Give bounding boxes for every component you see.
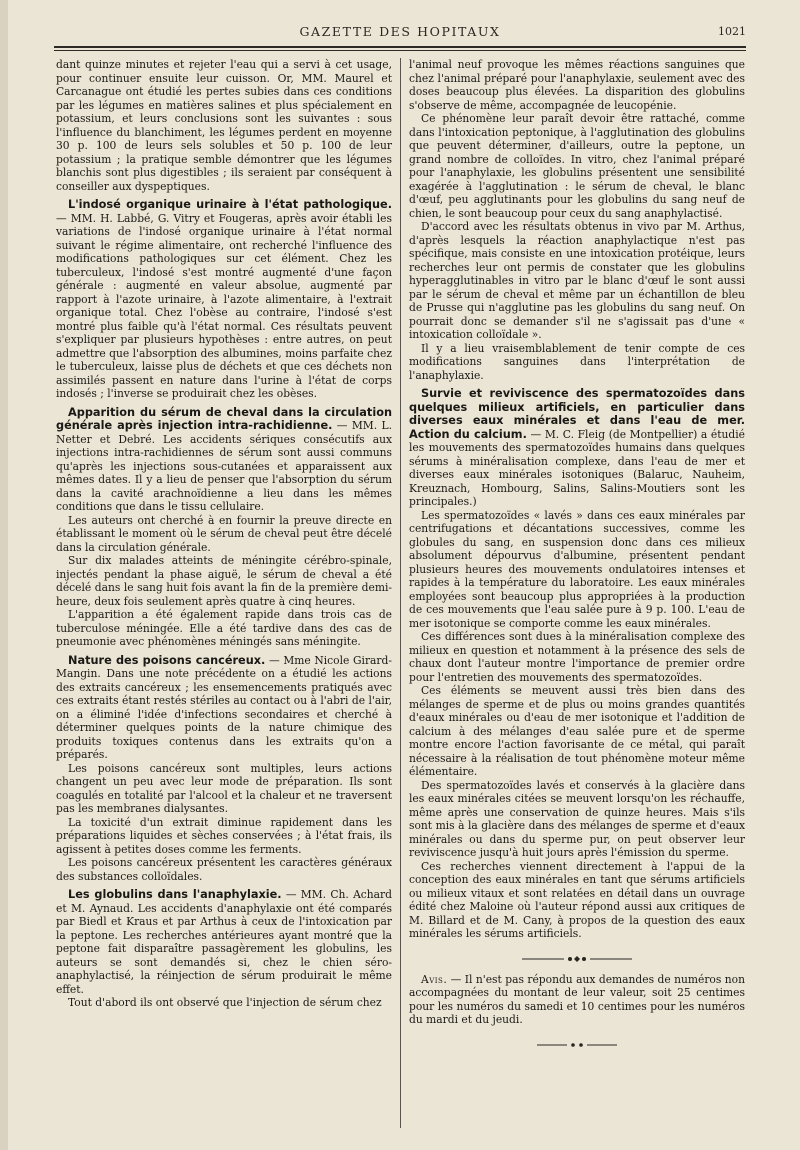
paragraph: Les poisons cancéreux sont multiples, leurs actions changent un peu avec leur mode de préparation. Ils sont coagulés en totalité par l'alcool et la chaleur et ne traversent pas les membranes dialysantes. <box>56 761 392 815</box>
section-globulins <box>56 888 392 996</box>
section-text: — MM. L. Netter et Debré. Les accidents sériques consécutifs aux injections intra-rachidiennes de sérum sont aussi communs qu'après les injections sous-cutanées et apparaissent aux mêmes dates. Il y a lieu de penser que l'absorption du sérum dans la cavité arachnoïdienne a lieu dans les mêmes conditions que dans le tissu cellulaire. <box>56 419 392 513</box>
paragraph: l'animal neuf provoque les mêmes réactions sanguines que chez l'animal préparé pour l'anaphylaxie, seulement avec des doses beaucoup plus élevées. La disparition des globulins s'observe de même, accompagnée de leucopénie. <box>409 58 745 112</box>
section-heading: Apparition du sérum de cheval dans la circulation générale après injection intra-rachidienne. <box>56 405 392 432</box>
section-heading: Les globulins dans l'anaphylaxie. <box>68 888 282 901</box>
paragraph: Les poisons cancéreux présentent les caractères généraux des substances colloïdales. <box>56 856 392 883</box>
page-edge-shadow <box>0 0 8 1150</box>
fleuron-icon <box>537 1041 617 1049</box>
end-divider-ornament <box>409 1039 745 1049</box>
paragraph: Ces différences sont dues à la minéralisation complexe des milieux en question et notamment à la présence des sels de chaux dont l'auteur montre l'importance de premier ordre pour l'entretien des mouvements des spermatozoïdes. <box>409 630 745 684</box>
fleuron-icon <box>522 955 632 963</box>
section-text: — MM. Ch. Achard et M. Aynaud. Les accidents d'anaphylaxie ont été comparés par Biedl et Kraus et par Arthus à ceux de l'intoxication par la peptone. Les recherches antérieures ayant montré que la peptone fait disparaître passagèrement les globulins, les auteurs se sont demandés si, chez le chien séro-anaphylactisé, la réinjection de sérum produirait le même effet. <box>56 888 392 996</box>
paragraph: Ce phénomène leur paraît devoir être rattaché, comme dans l'intoxication peptonique, à l'agglutination des globulins que peuvent déterminer, d'ailleurs, outre la peptone, un grand nombre de colloïdes. In vitro, chez l'animal préparé pour l'anaphylaxie, les globulins présentent une sensibilité exagérée à l'agglutination : le sérum de cheval, le blanc d'œuf, peu agglutinants pour les globulins du sang neuf de chien, le sont beaucoup pour ceux du sang anaphylactisé. <box>409 112 745 220</box>
paragraph: Ces éléments se meuvent aussi très bien dans des mélanges de sperme et de plus ou moins grandes quantités d'eaux minérales ou d'eau de mer isotonique et l'addition de calcium à des mélanges d'eau salée pure et de sperme montre encore l'action favorisante de ce métal, qui paraît nécessaire à la réalisation de tout phénomène moteur même élémentaire. <box>409 684 745 778</box>
journal-title: GAZETTE DES HOPITAUX <box>299 24 501 39</box>
paragraph: D'accord avec les résultats obtenus in vivo par M. Arthus, d'après lesquels la réaction anaphylactique n'est pas spécifique, mais consiste en une intoxication protéique, leurs recherches leur ont permis de constater que les globulins hyperagglutinables in vitro par le blanc d'œuf le sont aussi par le sérum de cheval et même par un échantillon de bleu de Prusse qui n'agglutine pas les globulins du sang neuf. On pourrait donc se demander s'il ne s'agissait pas d'une « intoxication colloïdale ». <box>409 220 745 341</box>
section-heading: Survie et reviviscence des spermatozoïdes dans quelques milieux artificiels, en particulier dans diverses eaux minérales et dans l'eau de mer. Action du calcium. <box>409 387 745 441</box>
paragraph: Sur dix malades atteints de méningite cérébro-spinale, injectés pendant la phase aiguë, le sérum de cheval a été décelé dans le sang huit fois avant la fin de la première demi-heure, deux fois seulement après quatre à cinq heures. <box>56 554 392 608</box>
section-serum-cheval <box>56 406 392 514</box>
section-heading: L'indosé organique urinaire à l'état pathologique. <box>68 198 392 211</box>
paragraph: Il y a lieu vraisemblablement de tenir compte de ces modifications sanguines dans l'interprétation de l'anaphylaxie. <box>409 341 745 382</box>
header-rule-thick <box>54 46 746 48</box>
notice-avis <box>409 973 745 1027</box>
notice-text: — Il n'est pas répondu aux demandes de numéros non accompagnées du montant de leur valeur, soit 25 centimes pour les numéros du samedi et 10 centimes pour les numéros du mardi et du jeudi. <box>409 972 745 1026</box>
paragraph: L'apparition a été également rapide dans trois cas de tuberculose méningée. Elle a été tardive dans des cas de pneumonie avec phénomènes méningés sans méningite. <box>56 608 392 648</box>
paragraph: La toxicité d'un extrait diminue rapidement dans les préparations liquides et sèches conservées ; à l'état frais, ils agissent à petites doses comme les ferments. <box>56 815 392 856</box>
section-spermatozoides <box>409 387 745 509</box>
column-separator <box>400 58 401 1128</box>
paragraph: dant quinze minutes et rejeter l'eau qui a servi à cet usage, pour continuer ensuite leur cuisson. Or, MM. Maurel et Carcanague ont étudié les pertes subies dans ces conditions par les légumes en matières salines et plus spécialement en potassium, et leurs conclusions sont les suivantes : sous l'influence du blanchiment, les légumes perdent en moyenne 30 p. 100 de leurs sels solubles et 50 p. 100 de leur potassium ; la pratique semble démontrer que les légumes blanchis sont plus digestibles ; ils seraient par conséquent à conseiller aux dyspeptiques. <box>56 58 392 193</box>
paragraph: Ces recherches viennent directement à l'appui de la conception des eaux minérales en tant que sérums artificiels ou milieux vitaux et sont relatées en détail dans un ouvrage édité chez Maloine où l'auteur répond aussi aux critiques de M. Billard et de M. Cany, à propos de la question des eaux minérales les sérums artificiels. <box>409 859 745 940</box>
section-divider-ornament <box>409 953 745 963</box>
paragraph: Des spermatozoïdes lavés et conservés à la glacière dans les eaux minérales citées se meuvent lorsqu'on les réchauffe, même après une conservation de quinze heures. Mais s'ils sont mis à la glacière dans des mélanges de sperme et d'eaux minérales ou dans du sperme pur, on peut observer leur reviviscence jusqu'à huit jours après l'émission du sperme. <box>409 778 745 859</box>
notice-label: Avis. <box>421 972 448 986</box>
paragraph: Les spermatozoïdes « lavés » dans ces eaux minérales par centrifugations et décantations successives, comme les globules du sang, en suspension donc dans ces milieux absolument dépourvus d'albumine, présentent pendant plusieurs heures des mouvements ondulatoires intenses et rapides à la température du laboratoire. Les eaux minérales employées sont beaucoup plus appropriées à la production de ces mouvements que l'eau salée pure à 9 p. 100. L'eau de mer isotonique se comporte comme les eaux minérales. <box>409 508 745 630</box>
page-number: 1021 <box>718 25 746 38</box>
section-text: — Mme Nicole Girard-Mangin. Dans une note précédente on a étudié les actions des extraits cancéreux ; les ensemencements pratiqués avec ces extraits étant restés stériles au contact ou à l'abri de l'air, on a éliminé l'idée d'infections secondaires et cherché à déterminer quelques points de la nature chimique des produits toxiques contenus dans les extraits qu'on a préparés. <box>56 653 392 761</box>
left-column <box>56 58 392 1010</box>
paragraph: Les auteurs ont cherché à en fournir la preuve directe en établissant le moment où le sérum de cheval peut être décelé dans la circulation générale. <box>56 513 392 554</box>
section-text: — MM. H. Labbé, G. Vitry et Fougeras, après avoir établi les variations de l'indosé organique urinaire à l'état normal suivant le régime alimentaire, ont recherché l'influence des modifications pathologiques sur cet élément. Chez les tuberculeux, l'indosé s'est montré augmenté d'une façon générale : augmenté en valeur absolue, augmenté par rapport à l'azote urinaire, à l'azote alimentaire, à l'extrait organique total. Chez l'obèse au contraire, l'indosé s'est montré plus faible qu'à l'état normal. Ces résultats peuvent s'expliquer par plusieurs hypothèses : entre autres, on peut admettre que l'absorption des albumines, moins parfaite chez le tuberculeux, laisse plus de déchets et que ces déchets non assimilés passent en nature dans l'urine à l'état de corps indosés ; l'inverse se produirait chez les obèses. <box>56 211 392 400</box>
section-indose <box>56 198 392 401</box>
right-column <box>409 58 745 1059</box>
section-text: — M. C. Fleig (de Montpellier) a étudié les mouvements des spermatozoïdes humains dans quelques sérums à minéralisation complexe, dans l'eau de mer et diverses eaux minérales isotoniques (Balaruc, Nauheim, Kreuznach, Hombourg, Salins, Salins-Moutiers sont les principales.) <box>409 427 745 508</box>
header-rule-thin <box>54 50 746 51</box>
section-heading: Nature des poisons cancéreux. <box>68 653 266 667</box>
section-poisons-cancereux <box>56 654 392 762</box>
running-header <box>54 24 746 44</box>
paragraph: Tout d'abord ils ont observé que l'injection de sérum chez <box>68 996 382 1009</box>
